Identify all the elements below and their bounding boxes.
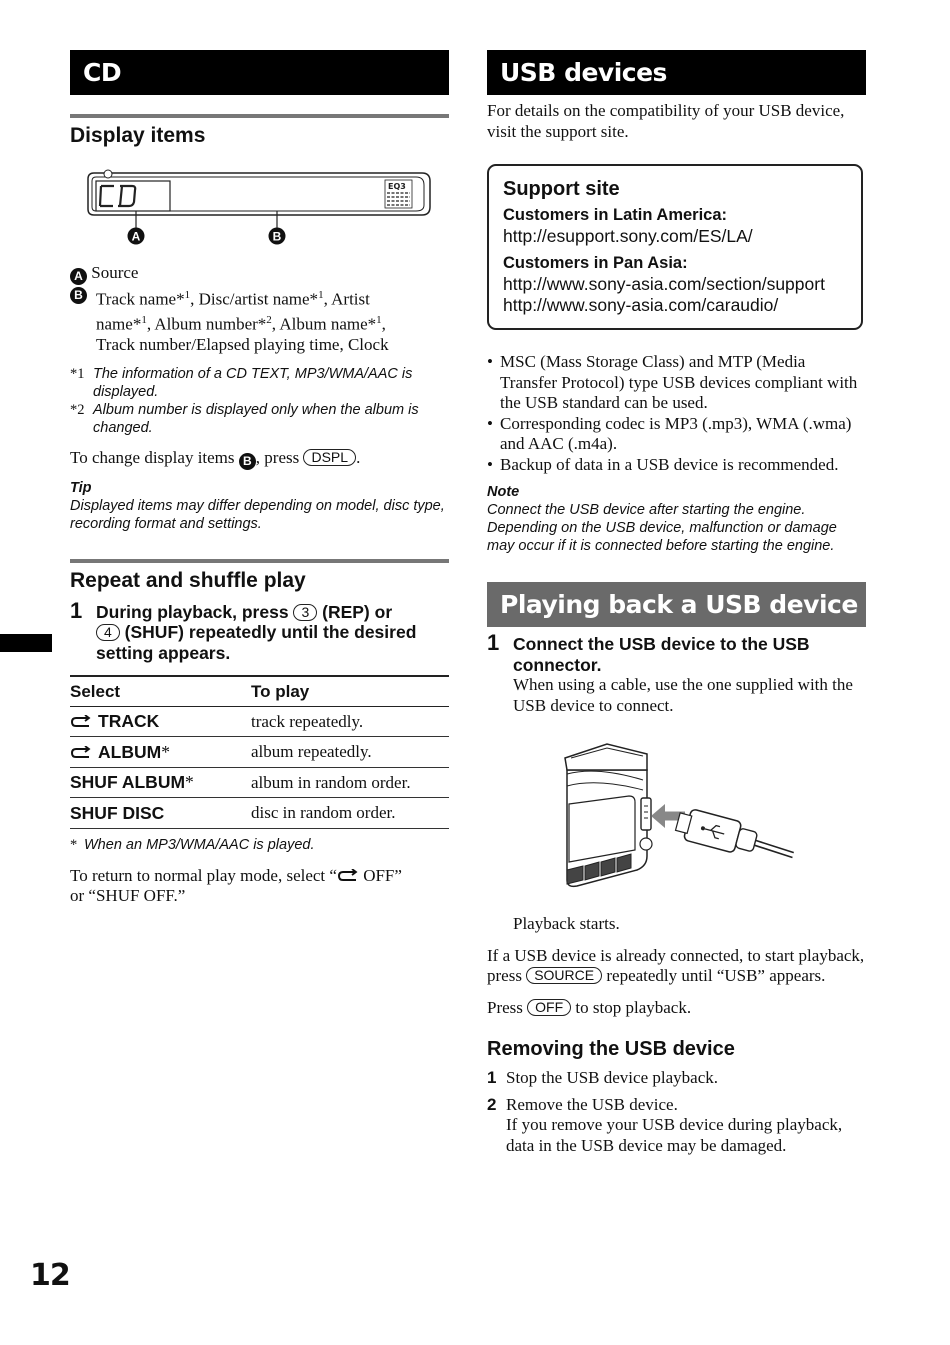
table-header-select: Select — [70, 676, 251, 706]
eq-label: EQ3 — [388, 182, 406, 191]
circle-b-icon: B — [70, 287, 87, 304]
section-title-cd: CD — [70, 50, 449, 95]
footnote-1: *1 The information of a CD TEXT, MP3/WMA/AAC is displayed. — [70, 365, 413, 400]
note-heading: Note — [487, 484, 520, 500]
select-cell: ALBUM* — [70, 737, 251, 768]
change-display-instruction: To change display items B , press DSPL . — [70, 447, 361, 468]
repeat-shuffle-table — [70, 675, 449, 829]
play-cell: track repeatedly. — [251, 706, 449, 737]
usb-intro: For details on the compatibility of your USB device, visit the support site. — [487, 101, 845, 141]
playback-starts: Playback starts. — [513, 914, 620, 933]
svg-text:A: A — [131, 229, 141, 244]
pan-asia-label: Customers in Pan Asia: — [503, 254, 688, 272]
support-title: Support site — [503, 178, 620, 200]
repeat-icon — [70, 715, 92, 729]
table-row — [70, 798, 449, 829]
return-normal-text: To return to normal play mode, select “ OFF” or “SHUF OFF.” — [70, 865, 402, 906]
display-item-a: A Source — [70, 263, 449, 285]
tip-text: Displayed items may differ depending on model, disc type, recording format and settings. — [70, 497, 445, 532]
select-cell: TRACK — [70, 706, 251, 737]
source-button: SOURCE — [526, 967, 602, 984]
footnote-2: *2 Album number is displayed only when the album is changed. — [70, 401, 419, 436]
list-item: • Backup of data in a USB device is recommended. — [487, 455, 866, 476]
repeat-step-1: 1 During playback, press 3 (REP) or 4 (SHUF) repeatedly until the desired setting appears. — [70, 597, 417, 663]
remove-step: 2 Remove the USB device. If you remove your USB device during playback, data in the USB device may be damaged. — [487, 1094, 843, 1155]
table-row — [70, 767, 449, 798]
play-cell: album repeatedly. — [251, 737, 449, 768]
display-items-heading: Display items — [70, 124, 206, 147]
section-title-usb: USB devices — [487, 50, 866, 95]
off-button: OFF — [527, 999, 571, 1016]
section-title-playback: Playing back a USB device — [487, 582, 866, 627]
playback-step-1: 1 Connect the USB device to the USB connector. When using a cable, use the one supplied with the USB device to connect. — [487, 630, 853, 715]
play-cell: disc in random order. — [251, 798, 449, 829]
tip-heading: Tip — [70, 479, 92, 496]
support-site-box — [487, 164, 863, 330]
table-row — [70, 706, 449, 737]
already-connected-text: If a USB device is already connected, to start playback, press SOURCE repeatedly until “USB” appears. — [487, 945, 865, 985]
note-text: Connect the USB device after starting the engine. Depending on the USB device, malfunction or damage may occur if it is connected before starting the engine. — [487, 502, 837, 554]
section-rule — [70, 559, 449, 563]
table-row — [70, 737, 449, 768]
select-cell: SHUF ALBUM* — [70, 767, 251, 798]
play-cell: album in random order. — [251, 767, 449, 798]
pan-asia-url-2[interactable]: http://www.sony-asia.com/caraudio/ — [503, 295, 779, 315]
display-panel-illustration — [70, 163, 449, 275]
select-cell: SHUF DISC — [70, 798, 251, 829]
left-column — [70, 50, 449, 907]
display-item-b: B Track name*$^1$, Disc/artist name*$^1$, Artist name*$^1$, Album number*$^2$, Album name*$^1$, Track number/Elapsed playing time, Clock — [70, 285, 449, 356]
stop-playback-text: Press OFF to stop playback. — [487, 997, 692, 1017]
button-4: 4 — [96, 624, 120, 641]
dspl-button: DSPL — [303, 449, 356, 466]
latin-america-url[interactable]: http://esupport.sony.com/ES/LA/ — [503, 226, 753, 246]
removing-heading: Removing the USB device — [487, 1038, 735, 1060]
right-column — [487, 50, 866, 1156]
side-thumb-tab — [0, 634, 52, 652]
section-rule — [70, 114, 449, 118]
repeat-icon — [337, 869, 359, 883]
circle-a-icon: A — [70, 268, 87, 285]
repeat-shuffle-heading: Repeat and shuffle play — [70, 568, 306, 592]
list-item: • Corresponding codec is MP3 (.mp3), WMA (.wma) and AAC (.m4a). — [487, 414, 866, 455]
remove-step: 1 Stop the USB device playback. — [487, 1068, 718, 1087]
latin-america-label: Customers in Latin America: — [503, 206, 728, 224]
remove-steps-list — [487, 1068, 866, 1156]
circle-b-icon: B — [239, 453, 256, 470]
table-footnote: * When an MP3/WMA/AAC is played. — [70, 836, 315, 853]
table-header-play: To play — [251, 676, 449, 706]
page-number: 12 — [30, 1258, 70, 1293]
repeat-icon — [70, 746, 92, 760]
button-3: 3 — [293, 604, 317, 621]
usb-bullet-list — [487, 352, 866, 475]
usb-connection-illustration — [487, 730, 866, 898]
pan-asia-url-1[interactable]: http://www.sony-asia.com/section/support — [503, 274, 825, 294]
list-item: • MSC (Mass Storage Class) and MTP (Media Transfer Protocol) type USB devices compliant with the USB standard can be used. — [487, 352, 866, 414]
svg-text:B: B — [272, 229, 282, 244]
